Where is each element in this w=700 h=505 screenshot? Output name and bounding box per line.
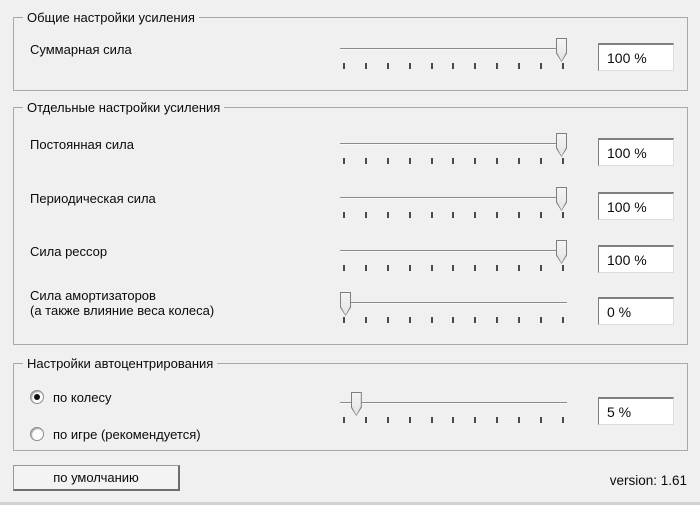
periodic-force-slider[interactable]	[340, 183, 567, 223]
slider-track[interactable]	[340, 48, 567, 50]
damper-force-label	[30, 288, 320, 318]
total-force-value-field[interactable]	[598, 43, 674, 71]
groupbox-general-gain-title: Общие настройки усиления	[23, 10, 199, 25]
damper-force-slider[interactable]	[340, 288, 567, 328]
slider-track[interactable]	[340, 302, 567, 304]
spring-force-label: Сила рессор	[30, 244, 108, 259]
autocenter-slider[interactable]	[340, 388, 567, 428]
slider-thumb-face	[341, 293, 350, 315]
slider-ticks	[343, 212, 564, 218]
damper-force-label-line2: (а также влияние веса колеса)	[30, 303, 215, 318]
slider-thumb-face	[352, 393, 361, 415]
slider-thumb[interactable]	[556, 240, 567, 264]
slider-thumb-face	[557, 134, 566, 156]
slider-track[interactable]	[340, 197, 567, 199]
spring-force-slider[interactable]	[340, 236, 567, 276]
slider-thumb[interactable]	[556, 187, 567, 211]
slider-thumb-face	[557, 241, 566, 263]
slider-track[interactable]	[340, 402, 567, 404]
row-constant-force	[0, 129, 700, 175]
slider-thumb[interactable]	[340, 292, 351, 316]
slider-ticks	[343, 63, 564, 69]
total-force-slider[interactable]	[340, 34, 567, 74]
slider-thumb-face	[557, 188, 566, 210]
periodic-force-label: Периодическая сила	[30, 191, 156, 206]
total-force-label: Суммарная сила	[30, 42, 132, 57]
damper-force-label-line1: Сила амортизаторов	[30, 288, 156, 303]
periodic-force-value-field[interactable]	[598, 192, 674, 220]
groupbox-individual-gain-title: Отдельные настройки усиления	[23, 100, 224, 115]
slider-ticks	[343, 158, 564, 164]
slider-thumb[interactable]	[351, 392, 362, 416]
row-total-force	[0, 34, 700, 80]
groupbox-autocenter-title: Настройки автоцентрирования	[23, 356, 217, 371]
slider-thumb[interactable]	[556, 133, 567, 157]
row-spring-force	[0, 236, 700, 282]
slider-ticks	[343, 317, 564, 323]
slider-thumb-face	[557, 39, 566, 61]
damper-force-value-field[interactable]	[598, 297, 674, 325]
constant-force-slider[interactable]	[340, 129, 567, 169]
row-damper-force	[0, 288, 700, 334]
slider-track[interactable]	[340, 250, 567, 252]
row-autocenter-strength	[0, 388, 700, 434]
slider-ticks	[343, 417, 564, 423]
version-label: version: 1.61	[609, 473, 687, 488]
constant-force-label: Постоянная сила	[30, 137, 134, 152]
slider-track[interactable]	[340, 143, 567, 145]
radio-label-by-wheel[interactable]: по колесу	[53, 389, 112, 405]
defaults-button[interactable]: по умолчанию	[13, 465, 180, 491]
radio-label-by-game[interactable]: по игре (рекомендуется)	[53, 426, 201, 442]
slider-ticks	[343, 265, 564, 271]
slider-thumb[interactable]	[556, 38, 567, 62]
spring-force-value-field[interactable]	[598, 245, 674, 273]
row-periodic-force	[0, 183, 700, 229]
autocenter-value-field[interactable]	[598, 397, 674, 425]
constant-force-value-field[interactable]	[598, 138, 674, 166]
